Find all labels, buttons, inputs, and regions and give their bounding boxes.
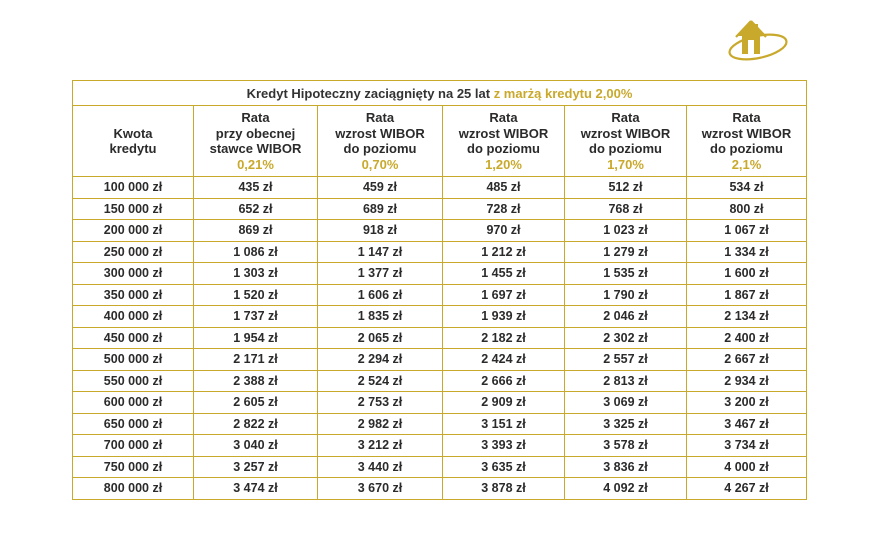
installment-cell: 2 171 zł bbox=[194, 349, 318, 371]
header-row bbox=[73, 106, 807, 177]
installment-cell: 1 279 zł bbox=[565, 241, 687, 263]
house-in-ring-logo bbox=[724, 14, 790, 64]
table-row bbox=[73, 392, 807, 414]
header-line: stawce WIBOR bbox=[209, 141, 302, 156]
installment-cell: 689 zł bbox=[318, 198, 443, 220]
header-line: do poziomu bbox=[467, 141, 540, 156]
installment-cell: 1 939 zł bbox=[443, 306, 565, 328]
header-line: Rata bbox=[489, 110, 518, 125]
column-header bbox=[318, 106, 443, 177]
installment-cell: 2 557 zł bbox=[565, 349, 687, 371]
title-accent: z marżą kredytu 2,00% bbox=[493, 85, 633, 101]
loan-amount-cell: 750 000 zł bbox=[73, 456, 194, 478]
header-line: Rata bbox=[732, 110, 761, 125]
installment-cell: 1 535 zł bbox=[565, 263, 687, 285]
installment-cell: 534 zł bbox=[687, 177, 807, 199]
loan-amount-cell: 500 000 zł bbox=[73, 349, 194, 371]
installment-cell: 3 069 zł bbox=[565, 392, 687, 414]
installment-cell: 2 065 zł bbox=[318, 327, 443, 349]
mortgage-rate-table bbox=[72, 80, 807, 500]
installment-cell: 459 zł bbox=[318, 177, 443, 199]
loan-amount-cell: 350 000 zł bbox=[73, 284, 194, 306]
installment-cell: 2 134 zł bbox=[687, 306, 807, 328]
installment-cell: 1 212 zł bbox=[443, 241, 565, 263]
installment-cell: 918 zł bbox=[318, 220, 443, 242]
installment-cell: 4 092 zł bbox=[565, 478, 687, 500]
table-row bbox=[73, 177, 807, 199]
installment-cell: 485 zł bbox=[443, 177, 565, 199]
header-wibor-rate: 1,70% bbox=[607, 156, 644, 172]
installment-cell: 970 zł bbox=[443, 220, 565, 242]
column-header bbox=[443, 106, 565, 177]
loan-amount-cell: 800 000 zł bbox=[73, 478, 194, 500]
installment-cell: 4 267 zł bbox=[687, 478, 807, 500]
header-line: wzrost WIBOR bbox=[580, 125, 671, 141]
installment-cell: 1 790 zł bbox=[565, 284, 687, 306]
column-header bbox=[565, 106, 687, 177]
installment-cell: 3 635 zł bbox=[443, 456, 565, 478]
loan-amount-cell: 450 000 zł bbox=[73, 327, 194, 349]
header-line: Kwota bbox=[113, 125, 153, 141]
installment-cell: 3 325 zł bbox=[565, 413, 687, 435]
loan-amount-cell: 400 000 zł bbox=[73, 306, 194, 328]
header-line: wzrost WIBOR bbox=[458, 125, 549, 141]
table-row bbox=[73, 241, 807, 263]
installment-cell: 1 835 zł bbox=[318, 306, 443, 328]
installment-cell: 3 878 zł bbox=[443, 478, 565, 500]
installment-cell: 1 600 zł bbox=[687, 263, 807, 285]
installment-cell: 1 520 zł bbox=[194, 284, 318, 306]
installment-cell: 652 zł bbox=[194, 198, 318, 220]
installment-cell: 869 zł bbox=[194, 220, 318, 242]
installment-cell: 800 zł bbox=[687, 198, 807, 220]
installment-cell: 512 zł bbox=[565, 177, 687, 199]
installment-cell: 3 393 zł bbox=[443, 435, 565, 457]
header-wibor-rate: 0,21% bbox=[237, 156, 274, 172]
table-row bbox=[73, 413, 807, 435]
installment-cell: 2 388 zł bbox=[194, 370, 318, 392]
installment-cell: 2 302 zł bbox=[565, 327, 687, 349]
installment-cell: 3 040 zł bbox=[194, 435, 318, 457]
installment-cell: 3 836 zł bbox=[565, 456, 687, 478]
header-line: wzrost WIBOR bbox=[701, 125, 792, 141]
loan-amount-cell: 150 000 zł bbox=[73, 198, 194, 220]
installment-cell: 2 605 zł bbox=[194, 392, 318, 414]
installment-cell: 1 954 zł bbox=[194, 327, 318, 349]
header-line: kredytu bbox=[109, 141, 157, 156]
table-row bbox=[73, 284, 807, 306]
installment-cell: 1 334 zł bbox=[687, 241, 807, 263]
table-row bbox=[73, 456, 807, 478]
column-header bbox=[194, 106, 318, 177]
installment-cell: 2 667 zł bbox=[687, 349, 807, 371]
table-title bbox=[73, 81, 807, 106]
header-line: wzrost WIBOR bbox=[335, 125, 425, 141]
table-row bbox=[73, 327, 807, 349]
installment-cell: 3 151 zł bbox=[443, 413, 565, 435]
installment-cell: 1 023 zł bbox=[565, 220, 687, 242]
table-row bbox=[73, 306, 807, 328]
loan-amount-cell: 100 000 zł bbox=[73, 177, 194, 199]
loan-amount-cell: 300 000 zł bbox=[73, 263, 194, 285]
header-line: do poziomu bbox=[343, 141, 417, 156]
installment-cell: 1 737 zł bbox=[194, 306, 318, 328]
installment-cell: 1 147 zł bbox=[318, 241, 443, 263]
installment-cell: 768 zł bbox=[565, 198, 687, 220]
column-header bbox=[73, 106, 194, 177]
title-prefix: Kredyt Hipoteczny zaciągnięty na 25 lat bbox=[246, 85, 491, 101]
installment-cell: 3 734 zł bbox=[687, 435, 807, 457]
header-line: do poziomu bbox=[710, 141, 783, 156]
installment-cell: 1 455 zł bbox=[443, 263, 565, 285]
installment-cell: 2 822 zł bbox=[194, 413, 318, 435]
table-row bbox=[73, 220, 807, 242]
header-line: Rata bbox=[365, 110, 395, 125]
installment-cell: 3 257 zł bbox=[194, 456, 318, 478]
installment-cell: 2 424 zł bbox=[443, 349, 565, 371]
table-row bbox=[73, 478, 807, 500]
installment-cell: 2 400 zł bbox=[687, 327, 807, 349]
header-wibor-rate: 2,1% bbox=[731, 156, 762, 172]
installment-cell: 3 200 zł bbox=[687, 392, 807, 414]
loan-amount-cell: 700 000 zł bbox=[73, 435, 194, 457]
installment-cell: 1 867 zł bbox=[687, 284, 807, 306]
installment-cell: 2 813 zł bbox=[565, 370, 687, 392]
installment-cell: 3 670 zł bbox=[318, 478, 443, 500]
installment-cell: 1 067 zł bbox=[687, 220, 807, 242]
installment-cell: 435 zł bbox=[194, 177, 318, 199]
installment-cell: 728 zł bbox=[443, 198, 565, 220]
installment-cell: 1 697 zł bbox=[443, 284, 565, 306]
installment-cell: 1 303 zł bbox=[194, 263, 318, 285]
table-row bbox=[73, 198, 807, 220]
installment-cell: 2 294 zł bbox=[318, 349, 443, 371]
house-icon bbox=[724, 14, 790, 64]
installment-cell: 2 524 zł bbox=[318, 370, 443, 392]
table-row bbox=[73, 263, 807, 285]
header-line: do poziomu bbox=[589, 141, 662, 156]
installment-cell: 3 474 zł bbox=[194, 478, 318, 500]
loan-amount-cell: 650 000 zł bbox=[73, 413, 194, 435]
loan-amount-cell: 550 000 zł bbox=[73, 370, 194, 392]
installment-cell: 3 578 zł bbox=[565, 435, 687, 457]
installment-cell: 2 666 zł bbox=[443, 370, 565, 392]
installment-cell: 2 934 zł bbox=[687, 370, 807, 392]
loan-amount-cell: 200 000 zł bbox=[73, 220, 194, 242]
installment-cell: 2 909 zł bbox=[443, 392, 565, 414]
header-wibor-rate: 1,20% bbox=[485, 156, 522, 172]
table-row bbox=[73, 370, 807, 392]
table-body bbox=[73, 177, 807, 500]
installment-cell: 2 182 zł bbox=[443, 327, 565, 349]
installment-cell: 3 440 zł bbox=[318, 456, 443, 478]
column-header bbox=[687, 106, 807, 177]
loan-amount-cell: 600 000 zł bbox=[73, 392, 194, 414]
header-line: przy obecnej bbox=[215, 125, 296, 141]
installment-cell: 2 982 zł bbox=[318, 413, 443, 435]
installment-cell: 2 046 zł bbox=[565, 306, 687, 328]
installment-cell: 3 467 zł bbox=[687, 413, 807, 435]
installment-cell: 1 086 zł bbox=[194, 241, 318, 263]
installment-cell: 1 377 zł bbox=[318, 263, 443, 285]
installment-cell: 4 000 zł bbox=[687, 456, 807, 478]
header-wibor-rate: 0,70% bbox=[361, 156, 399, 172]
installment-cell: 1 606 zł bbox=[318, 284, 443, 306]
header-line: Rata bbox=[241, 110, 270, 125]
loan-amount-cell: 250 000 zł bbox=[73, 241, 194, 263]
installment-cell: 3 212 zł bbox=[318, 435, 443, 457]
table-row bbox=[73, 349, 807, 371]
header-line: Rata bbox=[611, 110, 640, 125]
installment-cell: 2 753 zł bbox=[318, 392, 443, 414]
table-row bbox=[73, 435, 807, 457]
